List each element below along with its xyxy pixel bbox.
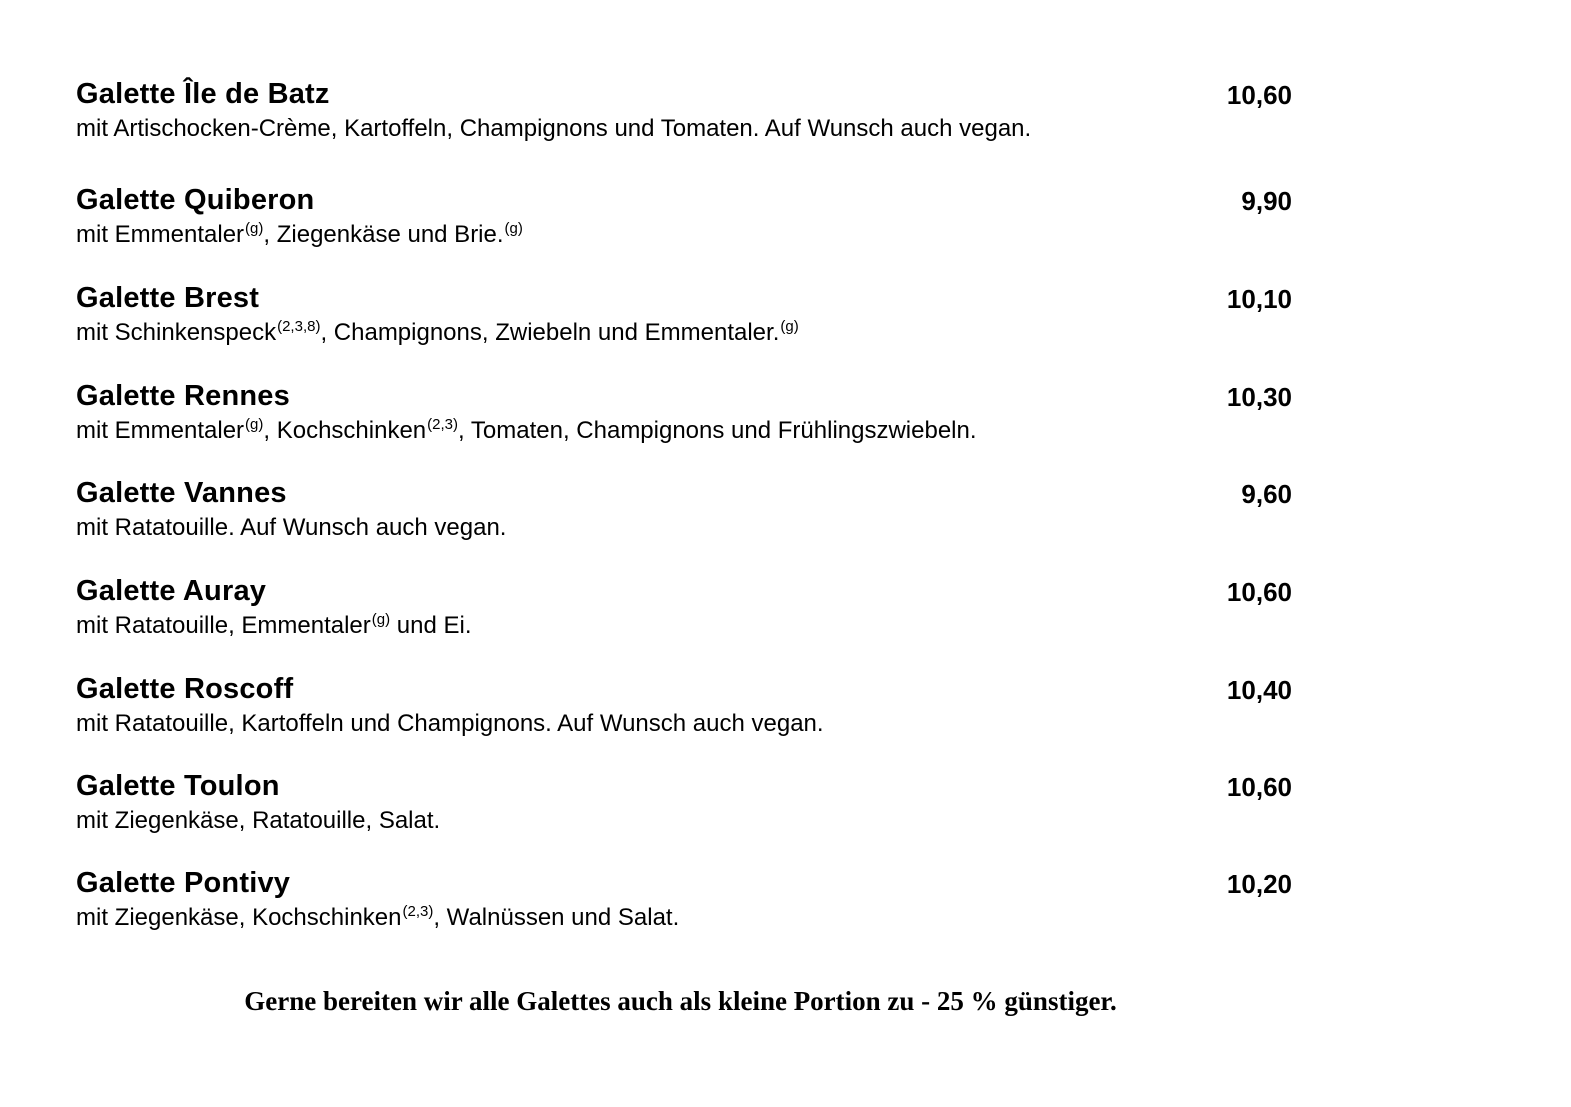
menu-item xyxy=(76,184,1292,252)
menu-item-header xyxy=(76,184,1292,218)
menu-item xyxy=(76,673,1292,741)
description-text: mit Ziegenkäse, Ratatouille, Salat. xyxy=(76,807,441,834)
menu-item-header xyxy=(76,282,1292,316)
menu-item-header xyxy=(76,673,1292,707)
menu-item-description xyxy=(76,414,1292,448)
menu-item-price: 10,20 xyxy=(1226,869,1292,899)
menu-item-description xyxy=(76,511,1292,545)
description-text: , Tomaten, Champignons und Frühlingszwiebeln. xyxy=(458,417,977,444)
small-portion-note: Gerne bereiten wir alle Galettes auch als kleine Portion zu - 25 % günstiger. xyxy=(244,986,1117,1016)
menu-item-price: 10,60 xyxy=(1226,772,1292,802)
menu-item-description xyxy=(76,609,1292,643)
allergen-footnote: (g) xyxy=(245,416,264,433)
menu-item-price: 10,10 xyxy=(1226,284,1292,314)
description-text: mit Schinkenspeck xyxy=(76,319,277,346)
menu-item-price: 9,60 xyxy=(1241,479,1292,509)
menu-item xyxy=(76,575,1292,643)
menu-item-header xyxy=(76,575,1292,609)
description-text: , Ziegenkäse und Brie. xyxy=(263,221,504,248)
menu-item-name: Galette Vannes xyxy=(76,477,287,509)
description-text: mit Ratatouille. Auf Wunsch auch vegan. xyxy=(76,514,507,541)
menu-item-header xyxy=(76,380,1292,414)
description-text: mit Ziegenkäse, Kochschinken xyxy=(76,904,402,931)
description-text: mit Ratatouille, Emmentaler xyxy=(76,612,371,639)
menu-item-description xyxy=(76,316,1292,350)
allergen-footnote: (2,3,8) xyxy=(277,318,321,335)
menu-item-header xyxy=(76,78,1292,112)
allergen-footnote: (2,3) xyxy=(402,903,434,920)
menu-item-header xyxy=(76,770,1292,804)
menu-item-name: Galette Auray xyxy=(76,575,267,607)
menu-item-description xyxy=(76,218,1292,252)
allergen-footnote: (g) xyxy=(780,318,799,335)
menu-item-name: Galette Rennes xyxy=(76,380,290,412)
description-text: und Ei. xyxy=(390,612,472,639)
menu-item xyxy=(76,380,1292,448)
menu-item-price: 10,60 xyxy=(1226,80,1292,110)
menu-item-name: Galette Brest xyxy=(76,282,260,314)
description-text: , Champignons, Zwiebeln und Emmentaler. xyxy=(320,319,780,346)
description-text: , Walnüssen und Salat. xyxy=(433,904,680,931)
allergen-footnote: (g) xyxy=(371,611,391,628)
menu-item-name: Galette Île de Batz xyxy=(76,78,330,110)
allergen-footnote: (g) xyxy=(504,220,523,237)
menu-item-description xyxy=(76,112,1292,146)
description-text: mit Artischocken-Crème, Kartoffeln, Champignons und Tomaten. Auf Wunsch auch vegan. xyxy=(76,115,1032,142)
description-text: , Kochschinken xyxy=(263,417,427,444)
menu-item-name: Galette Quiberon xyxy=(76,184,315,216)
menu-item-price: 9,90 xyxy=(1241,186,1292,216)
menu-item xyxy=(76,282,1292,350)
menu-item-header xyxy=(76,477,1292,511)
menu-item-description xyxy=(76,707,1292,741)
description-text: mit Ratatouille, Kartoffeln und Champignons. Auf Wunsch auch vegan. xyxy=(76,710,824,737)
menu-item-name: Galette Toulon xyxy=(76,770,280,802)
allergen-footnote: (g) xyxy=(245,220,264,237)
menu-item-header xyxy=(76,867,1292,901)
menu-item-description xyxy=(76,901,1292,935)
menu-item-description xyxy=(76,804,1292,838)
menu-item xyxy=(76,78,1292,146)
menu-item-name: Galette Roscoff xyxy=(76,673,294,705)
menu-item xyxy=(76,867,1292,935)
menu-item-price: 10,30 xyxy=(1226,382,1292,412)
menu-item xyxy=(76,477,1292,545)
description-text: mit Emmentaler xyxy=(76,417,245,444)
menu-item-name: Galette Pontivy xyxy=(76,867,291,899)
allergen-footnote: (2,3) xyxy=(427,416,458,433)
menu-item-price: 10,40 xyxy=(1226,675,1292,705)
description-text: mit Emmentaler xyxy=(76,221,245,248)
menu-item-price: 10,60 xyxy=(1226,577,1292,607)
menu-item xyxy=(76,770,1292,838)
